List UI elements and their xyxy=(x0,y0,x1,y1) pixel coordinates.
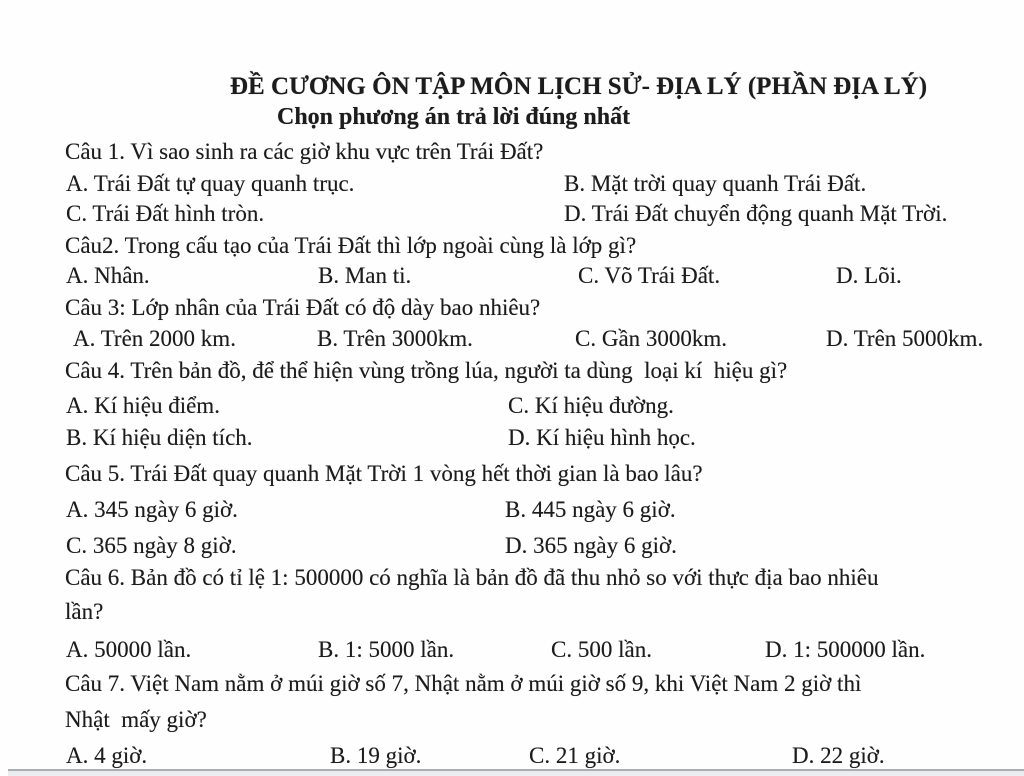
question-3-option-b: B. Trên 3000km. xyxy=(317,326,473,351)
question-5-option-c: C. 365 ngày 8 giờ. xyxy=(66,533,237,558)
question-4-option-d: D. Kí hiệu hình học. xyxy=(508,425,696,450)
page-bottom-edge xyxy=(8,769,1024,776)
question-2-text: Câu2. Trong cấu tạo của Trái Đất thì lớp ngoài cùng là lớp gì? xyxy=(65,233,637,258)
question-5-option-b: B. 445 ngày 6 giờ. xyxy=(505,497,676,522)
question-6-text-line1: Câu 6. Bản đồ có tỉ lệ 1: 500000 có nghĩa là bản đồ đã thu nhỏ so với thực địa bao nhiêu xyxy=(65,565,879,590)
question-5-text: Câu 5. Trái Đất quay quanh Mặt Trời 1 vòng hết thời gian là bao lâu? xyxy=(65,461,703,486)
question-1-option-c: C. Trái Đất hình tròn. xyxy=(66,201,265,226)
question-2-option-b: B. Man ti. xyxy=(318,263,412,288)
question-1-option-d: D. Trái Đất chuyển động quanh Mặt Trời. xyxy=(564,201,948,226)
doc-title: ĐỀ CƯƠNG ÔN TẬP MÔN LỊCH SỬ- ĐỊA LÝ (PHẦN ĐỊA LÝ) xyxy=(230,73,928,100)
question-7-option-a: A. 4 giờ. xyxy=(66,743,148,768)
question-7-option-c: C. 21 giờ. xyxy=(529,743,621,768)
question-5-option-a: A. 345 ngày 6 giờ. xyxy=(66,497,238,522)
question-6-option-d: D. 1: 500000 lần. xyxy=(765,637,926,662)
question-2-option-a: A. Nhân. xyxy=(66,263,150,288)
question-6-option-b: B. 1: 5000 lần. xyxy=(318,637,455,662)
doc-subtitle: Chọn phương án trả lời đúng nhất xyxy=(277,104,631,130)
question-1-option-a: A. Trái Đất tự quay quanh trục. xyxy=(66,171,355,196)
question-4-text: Câu 4. Trên bản đồ, để thể hiện vùng trồng lúa, người ta dùng loại kí hiệu gì? xyxy=(65,358,788,383)
question-7-option-d: D. 22 giờ. xyxy=(792,743,885,768)
question-7-text-line1: Câu 7. Việt Nam nằm ở múi giờ số 7, Nhật nằm ở múi giờ số 9, khi Việt Nam 2 giờ thì xyxy=(65,671,862,696)
question-3-option-c: C. Gần 3000km. xyxy=(575,326,728,351)
question-1-option-b: B. Mặt trời quay quanh Trái Đất. xyxy=(564,171,867,196)
question-7-text-line2: Nhật mấy giờ? xyxy=(65,707,207,732)
question-2-option-d: D. Lõi. xyxy=(836,263,902,288)
question-6-text-line2: lần? xyxy=(65,599,104,624)
question-4-option-a: A. Kí hiệu điểm. xyxy=(66,393,220,418)
question-6-option-a: A. 50000 lần. xyxy=(66,637,192,662)
question-7-option-b: B. 19 giờ. xyxy=(330,743,422,768)
question-4-option-c: C. Kí hiệu đường. xyxy=(508,393,674,418)
question-3-text: Câu 3: Lớp nhân của Trái Đất có độ dày bao nhiêu? xyxy=(65,295,541,320)
question-3-option-a: A. Trên 2000 km. xyxy=(73,326,236,351)
question-2-option-c: C. Võ Trái Đất. xyxy=(578,263,721,288)
question-4-option-b: B. Kí hiệu diện tích. xyxy=(66,425,253,450)
question-3-option-d: D. Trên 5000km. xyxy=(826,326,984,351)
question-6-option-c: C. 500 lần. xyxy=(551,637,652,662)
question-5-option-d: D. 365 ngày 6 giờ. xyxy=(505,533,677,558)
question-1-text: Câu 1. Vì sao sinh ra các giờ khu vực trên Trái Đất? xyxy=(65,139,544,164)
